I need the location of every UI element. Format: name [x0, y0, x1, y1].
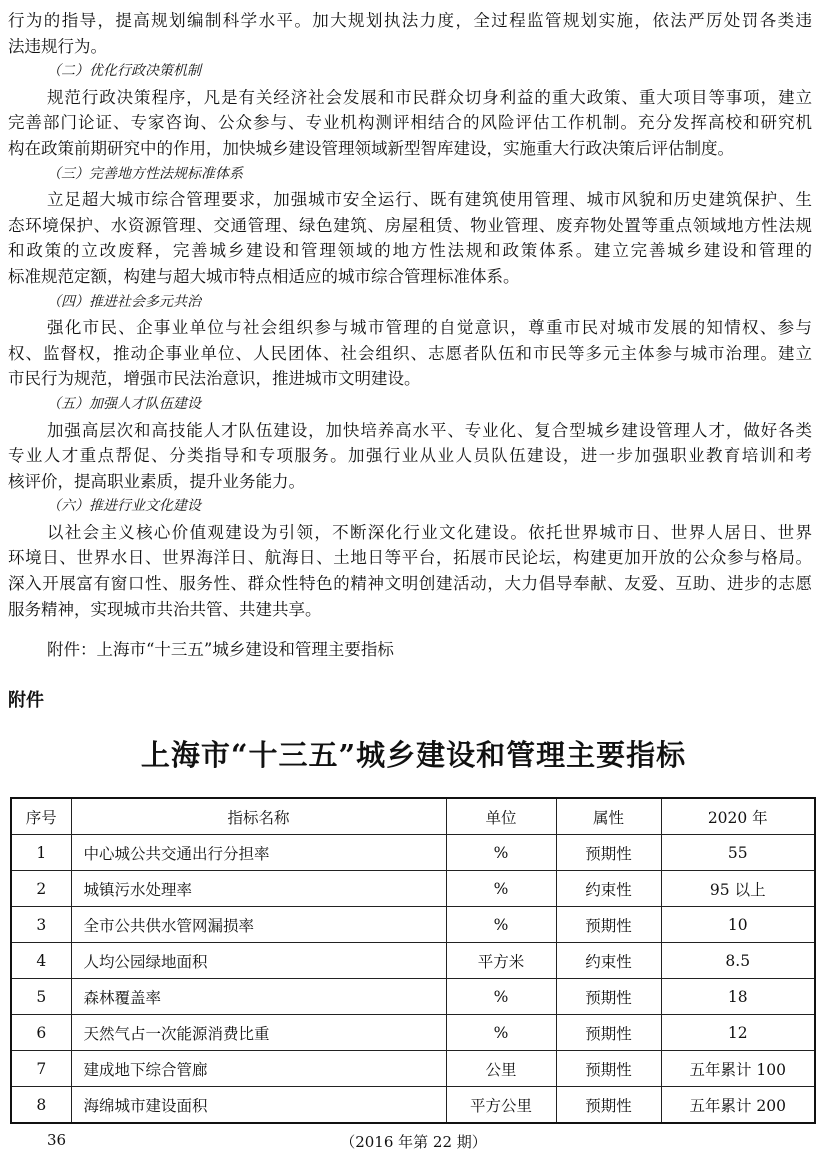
row-index: 1: [11, 835, 71, 871]
attribute: 预期性: [556, 1051, 661, 1087]
indicators-table: [10, 797, 816, 1124]
unit: %: [446, 835, 556, 871]
target-2020: 55: [661, 835, 815, 871]
header-index: 序号: [11, 798, 71, 835]
target-2020: 18: [661, 979, 815, 1015]
indicator-name: 天然气占一次能源消费比重: [71, 1015, 446, 1051]
paragraph-line: 专业人才重点帮促、分类指导和专项服务。加强行业从业人员队伍建设，进一步加强职业教育培训和考: [8, 446, 812, 466]
section-heading: （五）加强人才队伍建设: [47, 395, 201, 412]
paragraph-line: 立足超大城市综合管理要求，加强城市安全运行、既有建筑使用管理、城市风貌和历史建筑保护、生: [47, 190, 812, 210]
unit: %: [446, 979, 556, 1015]
section-heading: （二）优化行政决策机制: [47, 63, 201, 80]
attribute: 预期性: [556, 1087, 661, 1124]
row-index: 8: [11, 1087, 71, 1124]
header-2020: 2020 年: [661, 798, 815, 835]
paragraph-line: 环境日、世界水日、世界海洋日、航海日、土地日等平台，拓展市民论坛，构建更加开放的公众参与格局。: [8, 548, 812, 568]
table-row: [11, 943, 815, 979]
table-row: [11, 907, 815, 943]
target-2020: 8.5: [661, 943, 815, 979]
paragraph-line: 权、监督权，推动企事业单位、人民团体、社会组织、志愿者队伍和市民等多元主体参与城市治理。建立: [8, 343, 812, 363]
paragraph-line: 标准规范定额，构建与超大城市特点相适应的城市综合管理标准体系。: [8, 266, 520, 286]
body-text: [8, 8, 812, 622]
target-2020: 12: [661, 1015, 815, 1051]
paragraph-line: 深入开展富有窗口性、服务性、群众性特色的精神文明创建活动，大力倡导奉献、友爱、互助、进步的志愿: [8, 574, 812, 594]
table-row: [11, 1087, 815, 1124]
header-unit: 单位: [446, 798, 556, 835]
unit: 平方公里: [446, 1087, 556, 1124]
table-row: [11, 835, 815, 871]
attribute: 预期性: [556, 1015, 661, 1051]
attribute: 约束性: [556, 871, 661, 907]
row-index: 4: [11, 943, 71, 979]
target-2020: 五年累计 200: [661, 1087, 815, 1124]
target-2020: 五年累计 100: [661, 1051, 815, 1087]
indicator-name: 城镇污水处理率: [71, 871, 446, 907]
indicator-name: 建成地下综合管廊: [71, 1051, 446, 1087]
header-name: 指标名称: [71, 798, 446, 835]
paragraph-line: 服务精神，实现城市共治共管、共建共享。: [8, 599, 322, 619]
row-index: 6: [11, 1015, 71, 1051]
row-index: 5: [11, 979, 71, 1015]
target-2020: 95 以上: [661, 871, 815, 907]
page-number: 36: [47, 1131, 67, 1149]
unit: %: [446, 907, 556, 943]
row-index: 2: [11, 871, 71, 907]
paragraph-line: 规范行政决策程序，凡是有关经济社会发展和市民群众切身利益的重大政策、重大项目等事项，建立: [47, 87, 812, 107]
paragraph-line: 和政策的立改废释，完善城乡建设和管理领域的地方性法规和政策体系。建立完善城乡建设和管理的: [8, 241, 812, 261]
paragraph-line: 加强高层次和高技能人才队伍建设，加快培养高水平、专业化、复合型城乡建设管理人才，做好各类: [47, 420, 812, 440]
table-row: [11, 871, 815, 907]
paragraph-line: 完善部门论证、专家咨询、公众参与、专业机构测评相结合的风险评估工作机制。充分发挥高校和研究机: [8, 113, 812, 133]
row-index: 7: [11, 1051, 71, 1087]
unit: 公里: [446, 1051, 556, 1087]
row-index: 3: [11, 907, 71, 943]
paragraph-line: 核评价，提高职业素质，提升业务能力。: [8, 471, 305, 491]
indicator-name: 中心城公共交通出行分担率: [71, 835, 446, 871]
paragraph-line: 行为的指导，提高规划编制科学水平。加大规划执法力度，全过程监管规划实施，依法严厉处罚各类违: [8, 11, 812, 30]
target-2020: 10: [661, 907, 815, 943]
attribute: 预期性: [556, 979, 661, 1015]
issue-label: （2016 年第 22 期）: [340, 1133, 487, 1151]
paragraph-line: 市民行为规范，增强市民法治意识，推进城市文明建设。: [8, 369, 421, 389]
table-header-row: [11, 798, 815, 835]
section-heading: （四）推进社会多元共治: [47, 293, 201, 310]
paragraph-line: 法违规行为。: [8, 36, 107, 56]
paragraph-line: 强化市民、企事业单位与社会组织参与城市管理的自觉意识，尊重市民对城市发展的知情权、参与: [47, 318, 812, 338]
unit: %: [446, 1015, 556, 1051]
paragraph-line: 态环境保护、水资源管理、交通管理、绿色建筑、房屋租赁、物业管理、废弃物处置等重点领域地方性法规: [8, 215, 812, 235]
unit: %: [446, 871, 556, 907]
attribute: 约束性: [556, 943, 661, 979]
indicator-name: 海绵城市建设面积: [71, 1087, 446, 1124]
attribute: 预期性: [556, 907, 661, 943]
indicator-name: 人均公园绿地面积: [71, 943, 446, 979]
table-row: [11, 1015, 815, 1051]
indicator-name: 全市公共供水管网漏损率: [71, 907, 446, 943]
paragraph-line: 以社会主义核心价值观建设为引领，不断深化行业文化建设。依托世界城市日、世界人居日、世界: [47, 522, 812, 542]
unit: 平方米: [446, 943, 556, 979]
attachment-note: 附件：上海市“十三五”城乡建设和管理主要指标: [47, 640, 394, 659]
table-row: [11, 1051, 815, 1087]
header-type: 属性: [556, 798, 661, 835]
appendix-title: 上海市“十三五”城乡建设和管理主要指标: [140, 738, 687, 772]
appendix-label: 附件: [8, 690, 44, 711]
section-heading: （三）完善地方性法规标准体系: [47, 165, 243, 182]
table-row: [11, 979, 815, 1015]
indicator-name: 森林覆盖率: [71, 979, 446, 1015]
attribute: 预期性: [556, 835, 661, 871]
section-heading: （六）推进行业文化建设: [47, 498, 201, 515]
paragraph-line: 构在政策前期研究中的作用，加快城乡建设管理领域新型智库建设，实施重大行政决策后评估制度。: [8, 138, 734, 158]
